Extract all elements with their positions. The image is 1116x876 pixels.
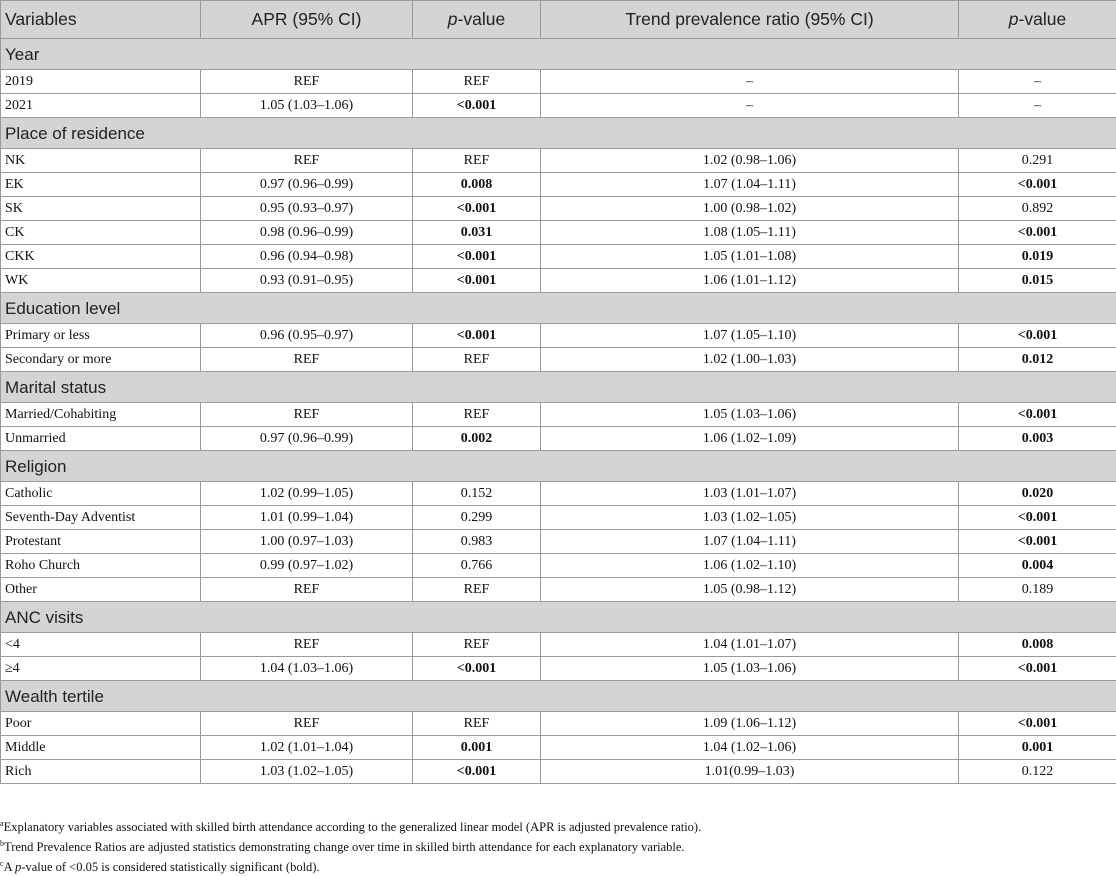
apr-cell: 1.00 (0.97–1.03): [201, 530, 413, 554]
variable-cell: 2021: [1, 94, 201, 118]
table-row: [1, 760, 1116, 784]
apr-pvalue-cell: 0.766: [413, 554, 541, 578]
trend-cell: 1.03 (1.01–1.07): [541, 482, 959, 506]
footnote-p-letter: p: [15, 860, 22, 874]
apr-cell: 0.98 (0.96–0.99): [201, 221, 413, 245]
trend-pvalue-cell: 0.003: [959, 427, 1116, 451]
trend-pvalue-cell: <0.001: [959, 712, 1116, 736]
apr-pvalue-cell: 0.001: [413, 736, 541, 760]
section-row: [1, 372, 1116, 403]
trend-cell: –: [541, 70, 959, 94]
header-apr: APR (95% CI): [201, 1, 413, 39]
variable-cell: Seventh-Day Adventist: [1, 506, 201, 530]
section-row: [1, 681, 1116, 712]
table-body: [1, 39, 1116, 784]
trend-cell: 1.05 (1.03–1.06): [541, 403, 959, 427]
apr-pvalue-cell: REF: [413, 403, 541, 427]
trend-pvalue-cell: 0.012: [959, 348, 1116, 372]
footnote-a: [0, 819, 701, 835]
table-row: [1, 554, 1116, 578]
variable-cell: Middle: [1, 736, 201, 760]
trend-pvalue-cell: <0.001: [959, 221, 1116, 245]
section-row: [1, 451, 1116, 482]
section-title: Wealth tertile: [1, 681, 1116, 712]
variable-cell: Secondary or more: [1, 348, 201, 372]
table-row: [1, 578, 1116, 602]
table-row: [1, 197, 1116, 221]
footnote-text-pre: A: [3, 860, 16, 874]
apr-cell: REF: [201, 149, 413, 173]
variable-cell: NK: [1, 149, 201, 173]
apr-pvalue-cell: REF: [413, 149, 541, 173]
apr-cell: 0.95 (0.93–0.97): [201, 197, 413, 221]
table-row: [1, 506, 1116, 530]
apr-cell: 0.97 (0.96–0.99): [201, 173, 413, 197]
apr-cell: 0.99 (0.97–1.02): [201, 554, 413, 578]
table-row: [1, 324, 1116, 348]
variable-cell: <4: [1, 633, 201, 657]
section-title: Religion: [1, 451, 1116, 482]
variable-cell: Primary or less: [1, 324, 201, 348]
table-row: [1, 633, 1116, 657]
apr-pvalue-cell: REF: [413, 348, 541, 372]
trend-pvalue-cell: 0.122: [959, 760, 1116, 784]
apr-cell: 0.97 (0.96–0.99): [201, 427, 413, 451]
header-pvalue-apr: [413, 1, 541, 39]
table-row: [1, 94, 1116, 118]
footnote-mark: a: [0, 819, 4, 828]
trend-pvalue-cell: 0.020: [959, 482, 1116, 506]
apr-pvalue-cell: <0.001: [413, 760, 541, 784]
trend-pvalue-cell: <0.001: [959, 173, 1116, 197]
trend-cell: 1.01(0.99–1.03): [541, 760, 959, 784]
apr-cell: 0.93 (0.91–0.95): [201, 269, 413, 293]
variable-cell: EK: [1, 173, 201, 197]
apr-pvalue-cell: REF: [413, 712, 541, 736]
variable-cell: Roho Church: [1, 554, 201, 578]
table-row: [1, 482, 1116, 506]
variable-cell: Poor: [1, 712, 201, 736]
variable-cell: Protestant: [1, 530, 201, 554]
section-title: ANC visits: [1, 602, 1116, 633]
footnote-text: Trend Prevalence Ratios are adjusted statistics demonstrating change over time in skilled birth attendance for each explanatory variable.: [4, 840, 685, 854]
trend-pvalue-cell: 0.892: [959, 197, 1116, 221]
section-row: [1, 39, 1116, 70]
trend-cell: 1.08 (1.05–1.11): [541, 221, 959, 245]
trend-pvalue-cell: –: [959, 94, 1116, 118]
apr-cell: 1.01 (0.99–1.04): [201, 506, 413, 530]
table-row: [1, 348, 1116, 372]
header-trend: Trend prevalence ratio (95% CI): [541, 1, 959, 39]
apr-cell: REF: [201, 633, 413, 657]
trend-pvalue-cell: <0.001: [959, 530, 1116, 554]
variable-cell: ≥4: [1, 657, 201, 681]
section-row: [1, 118, 1116, 149]
table-row: [1, 403, 1116, 427]
section-title: Marital status: [1, 372, 1116, 403]
apr-cell: REF: [201, 348, 413, 372]
section-title: Year: [1, 39, 1116, 70]
apr-cell: REF: [201, 70, 413, 94]
apr-pvalue-cell: <0.001: [413, 94, 541, 118]
variable-cell: CK: [1, 221, 201, 245]
variable-cell: Catholic: [1, 482, 201, 506]
apr-cell: 1.02 (1.01–1.04): [201, 736, 413, 760]
apr-cell: 1.03 (1.02–1.05): [201, 760, 413, 784]
footnote-b: [0, 839, 685, 855]
apr-pvalue-cell: 0.152: [413, 482, 541, 506]
trend-pvalue-cell: 0.015: [959, 269, 1116, 293]
header-p-suffix: -value: [457, 9, 506, 29]
section-title: Place of residence: [1, 118, 1116, 149]
apr-cell: 0.96 (0.95–0.97): [201, 324, 413, 348]
apr-pvalue-cell: <0.001: [413, 245, 541, 269]
trend-pvalue-cell: –: [959, 70, 1116, 94]
header-p-letter: p: [447, 9, 458, 29]
header-p-suffix: -value: [1018, 9, 1067, 29]
trend-cell: 1.04 (1.02–1.06): [541, 736, 959, 760]
apr-pvalue-cell: REF: [413, 578, 541, 602]
apr-pvalue-cell: <0.001: [413, 324, 541, 348]
header-p-letter: p: [1008, 9, 1019, 29]
table-row: [1, 427, 1116, 451]
table-row: [1, 70, 1116, 94]
trend-cell: 1.07 (1.04–1.11): [541, 173, 959, 197]
apr-pvalue-cell: 0.031: [413, 221, 541, 245]
header-pvalue-trend: [959, 1, 1116, 39]
trend-pvalue-cell: <0.001: [959, 324, 1116, 348]
trend-pvalue-cell: 0.291: [959, 149, 1116, 173]
trend-cell: 1.02 (0.98–1.06): [541, 149, 959, 173]
footnote-text: Explanatory variables associated with skilled birth attendance according to the generalized linear model (APR is adjusted prevalence ratio).: [3, 820, 702, 834]
trend-cell: 1.02 (1.00–1.03): [541, 348, 959, 372]
trend-cell: 1.05 (0.98–1.12): [541, 578, 959, 602]
table-row: [1, 149, 1116, 173]
trend-cell: 1.06 (1.02–1.09): [541, 427, 959, 451]
apr-pvalue-cell: REF: [413, 70, 541, 94]
trend-pvalue-cell: 0.004: [959, 554, 1116, 578]
trend-cell: 1.05 (1.01–1.08): [541, 245, 959, 269]
trend-cell: 1.07 (1.04–1.11): [541, 530, 959, 554]
variable-cell: CKK: [1, 245, 201, 269]
trend-cell: 1.07 (1.05–1.10): [541, 324, 959, 348]
apr-pvalue-cell: 0.008: [413, 173, 541, 197]
table-row: [1, 173, 1116, 197]
trend-cell: 1.00 (0.98–1.02): [541, 197, 959, 221]
apr-cell: REF: [201, 578, 413, 602]
variable-cell: WK: [1, 269, 201, 293]
trend-pvalue-cell: <0.001: [959, 657, 1116, 681]
header-row: [1, 1, 1116, 39]
apr-cell: 1.02 (0.99–1.05): [201, 482, 413, 506]
apr-cell: 0.96 (0.94–0.98): [201, 245, 413, 269]
table-row: [1, 736, 1116, 760]
apr-pvalue-cell: <0.001: [413, 197, 541, 221]
trend-cell: 1.06 (1.01–1.12): [541, 269, 959, 293]
apr-cell: REF: [201, 712, 413, 736]
variable-cell: SK: [1, 197, 201, 221]
trend-pvalue-cell: 0.019: [959, 245, 1116, 269]
footnote-c: [0, 859, 320, 875]
table-row: [1, 657, 1116, 681]
trend-cell: 1.05 (1.03–1.06): [541, 657, 959, 681]
trend-pvalue-cell: <0.001: [959, 403, 1116, 427]
apr-pvalue-cell: 0.983: [413, 530, 541, 554]
table-row: [1, 712, 1116, 736]
apr-pvalue-cell: 0.002: [413, 427, 541, 451]
table-row: [1, 530, 1116, 554]
apr-cell: 1.05 (1.03–1.06): [201, 94, 413, 118]
trend-cell: 1.04 (1.01–1.07): [541, 633, 959, 657]
apr-pvalue-cell: <0.001: [413, 269, 541, 293]
footnote-mark: c: [0, 859, 4, 868]
section-title: Education level: [1, 293, 1116, 324]
trend-pvalue-cell: <0.001: [959, 506, 1116, 530]
trend-pvalue-cell: 0.001: [959, 736, 1116, 760]
variable-cell: Other: [1, 578, 201, 602]
trend-pvalue-cell: 0.008: [959, 633, 1116, 657]
variable-cell: Rich: [1, 760, 201, 784]
table-row: [1, 269, 1116, 293]
apr-pvalue-cell: <0.001: [413, 657, 541, 681]
table-row: [1, 245, 1116, 269]
apr-pvalue-cell: 0.299: [413, 506, 541, 530]
footnote-mark: b: [0, 839, 4, 848]
header-variables: Variables: [1, 1, 201, 39]
apr-pvalue-cell: REF: [413, 633, 541, 657]
trend-cell: 1.09 (1.06–1.12): [541, 712, 959, 736]
footnote-text-post: -value of <0.05 is considered statistically significant (bold).: [21, 860, 320, 874]
variable-cell: 2019: [1, 70, 201, 94]
trend-pvalue-cell: 0.189: [959, 578, 1116, 602]
variable-cell: Married/Cohabiting: [1, 403, 201, 427]
section-row: [1, 293, 1116, 324]
apr-cell: REF: [201, 403, 413, 427]
trend-cell: 1.06 (1.02–1.10): [541, 554, 959, 578]
variable-cell: Unmarried: [1, 427, 201, 451]
trend-cell: 1.03 (1.02–1.05): [541, 506, 959, 530]
trend-cell: –: [541, 94, 959, 118]
apr-cell: 1.04 (1.03–1.06): [201, 657, 413, 681]
section-row: [1, 602, 1116, 633]
table-row: [1, 221, 1116, 245]
